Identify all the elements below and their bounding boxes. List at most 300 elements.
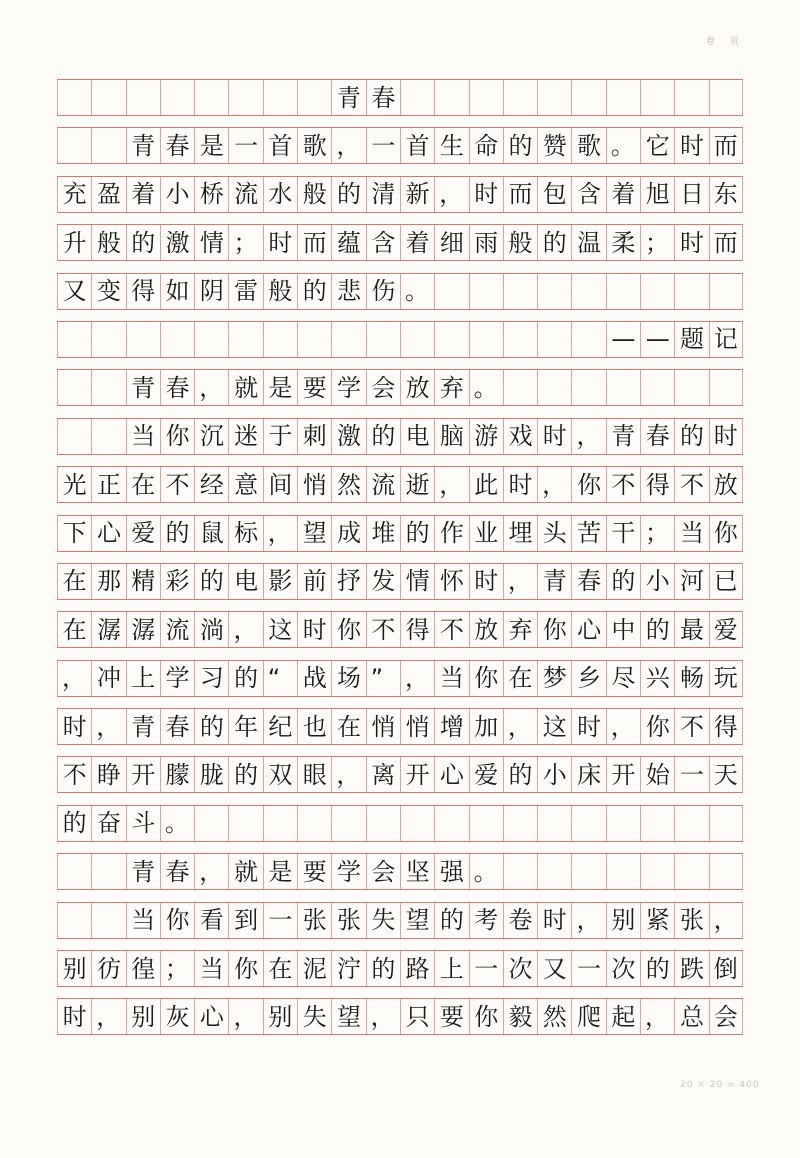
grid-cell: 记 (709, 322, 743, 357)
grid-cell (606, 370, 640, 405)
grid-cell: 开 (126, 757, 160, 792)
grid-cell: 你 (571, 467, 605, 502)
grid-cell: 心 (434, 757, 468, 792)
grid-cell (263, 806, 297, 841)
grid-cell: 在 (57, 612, 91, 647)
grid-cell: 兴 (640, 661, 674, 696)
grid-cell: 。 (160, 806, 194, 841)
grid-cell: 你 (469, 661, 503, 696)
grid-cell: 流 (228, 177, 262, 212)
grid-cell: 时 (537, 903, 571, 938)
grid-cell (194, 80, 228, 115)
grid-cell: — (606, 322, 640, 357)
grid-cell: 最 (674, 612, 708, 647)
grid-cell: 时 (57, 999, 91, 1034)
grid-cell: 灰 (160, 999, 194, 1034)
grid-cell: 在 (331, 709, 365, 744)
grid-cell: 时 (263, 225, 297, 260)
grid-cell: 影 (263, 564, 297, 599)
grid-cell: 阴 (194, 274, 228, 309)
grid-cell: 脑 (434, 419, 468, 454)
grid-cell: 的 (297, 274, 331, 309)
grid-cell: 的 (400, 516, 434, 551)
grid-cell: 一 (366, 128, 400, 163)
grid-cell (400, 322, 434, 357)
grid-cell (57, 419, 91, 454)
grid-cell: 春 (160, 128, 194, 163)
grid-cell: 玩 (709, 661, 743, 696)
grid-cell (606, 854, 640, 889)
grid-cell: ； (228, 225, 262, 260)
grid-cell: 伤 (366, 274, 400, 309)
grid-cell: 的 (57, 806, 91, 841)
grid-cell: 你 (228, 951, 262, 986)
grid-cell: 的 (228, 661, 262, 696)
grid-cell: 光 (57, 467, 91, 502)
grid-cell: 着 (606, 177, 640, 212)
grid-cell (674, 370, 708, 405)
grid-cell: 会 (366, 854, 400, 889)
grid-cell (228, 806, 262, 841)
grid-cell: 意 (228, 467, 262, 502)
grid-cell: 一 (674, 757, 708, 792)
grid-cell: 望 (331, 999, 365, 1034)
grid-cell: ， (537, 467, 571, 502)
grid-cell: 正 (91, 467, 125, 502)
grid-cell: 堆 (366, 516, 400, 551)
grid-cell: ， (606, 709, 640, 744)
grid-cell: 埋 (503, 516, 537, 551)
grid-cell (674, 274, 708, 309)
grid-cell: 纪 (263, 709, 297, 744)
grid-cell: 而 (297, 225, 331, 260)
grid-cell (434, 274, 468, 309)
grid-cell: 爱 (709, 612, 743, 647)
grid-cell: 要 (297, 370, 331, 405)
grid-cell: 而 (709, 128, 743, 163)
grid-cell: ， (331, 128, 365, 163)
grid-row (57, 853, 743, 890)
grid-cell: ； (640, 225, 674, 260)
grid-cell: 跌 (674, 951, 708, 986)
grid-cell: 次 (606, 951, 640, 986)
grid-cell: 游 (469, 419, 503, 454)
grid-cell: 青 (126, 709, 160, 744)
grid-cell: 坚 (400, 854, 434, 889)
grid-cell (469, 274, 503, 309)
grid-cell: ， (434, 177, 468, 212)
grid-cell: 你 (160, 903, 194, 938)
grid-cell: 斗 (126, 806, 160, 841)
grid-cell (571, 80, 605, 115)
grid-cell: 路 (400, 951, 434, 986)
grid-cell: 激 (160, 225, 194, 260)
grid-cell: 苦 (571, 516, 605, 551)
grid-cell (57, 80, 91, 115)
grid-cell: 标 (228, 516, 262, 551)
grid-cell: 一 (263, 903, 297, 938)
grid-cell: 不 (366, 612, 400, 647)
grid-cell: 升 (57, 225, 91, 260)
grid-row (57, 950, 743, 987)
grid-cell: 淌 (194, 612, 228, 647)
grid-cell: 青 (606, 419, 640, 454)
grid-cell: 爬 (571, 999, 605, 1034)
grid-cell: 不 (674, 467, 708, 502)
grid-cell: 强 (434, 854, 468, 889)
grid-cell: ， (57, 661, 91, 696)
grid-cell: 包 (537, 177, 571, 212)
grid-cell: 始 (640, 757, 674, 792)
grid-cell: 心 (194, 999, 228, 1034)
grid-cell (400, 80, 434, 115)
grid-cell: 这 (537, 709, 571, 744)
grid-cell: 而 (503, 177, 537, 212)
grid-cell: “ (263, 661, 297, 696)
grid-cell: 充 (57, 177, 91, 212)
grid-cell: ， (194, 854, 228, 889)
grid-row (57, 273, 743, 310)
grid-cell: ， (434, 467, 468, 502)
grid-cell: 情 (194, 225, 228, 260)
grid-cell: 而 (709, 225, 743, 260)
grid-cell: 就 (228, 854, 262, 889)
grid-cell: 起 (606, 999, 640, 1034)
grid-cell: 床 (571, 757, 605, 792)
grid-cell: 那 (91, 564, 125, 599)
grid-cell: 开 (400, 757, 434, 792)
grid-cell: 年 (228, 709, 262, 744)
grid-cell: 青 (537, 564, 571, 599)
grid-cell: 清 (366, 177, 400, 212)
grid-cell: 畅 (674, 661, 708, 696)
grid-cell: 头 (537, 516, 571, 551)
grid-cell: 经 (194, 467, 228, 502)
grid-cell: 鼠 (194, 516, 228, 551)
grid-cell (503, 274, 537, 309)
grid-cell: 的 (366, 419, 400, 454)
page-header-mark: 卷 页 (706, 37, 745, 47)
grid-cell (263, 322, 297, 357)
grid-row (57, 418, 743, 455)
grid-cell: 当 (194, 951, 228, 986)
grid-cell: 小 (640, 564, 674, 599)
grid-cell: 生 (434, 128, 468, 163)
grid-cell: 奋 (91, 806, 125, 841)
grid-cell: 中 (606, 612, 640, 647)
grid-cell: 张 (331, 903, 365, 938)
grid-cell: ， (503, 564, 537, 599)
grid-cell: 眼 (297, 757, 331, 792)
grid-cell: 电 (228, 564, 262, 599)
grid-cell (674, 80, 708, 115)
grid-cell: ， (503, 709, 537, 744)
grid-cell: 上 (434, 951, 468, 986)
grid-cell (606, 806, 640, 841)
grid-cell: 题 (674, 322, 708, 357)
grid-cell (709, 370, 743, 405)
grid-cell: 青 (126, 128, 160, 163)
grid-cell: 看 (194, 903, 228, 938)
grid-cell: 时 (57, 709, 91, 744)
grid-cell (640, 274, 674, 309)
grid-cell: 潺 (126, 612, 160, 647)
grid-cell: 的 (640, 612, 674, 647)
grid-cell: 泥 (297, 951, 331, 986)
grid-cell: 怀 (434, 564, 468, 599)
grid-cell: ； (160, 951, 194, 986)
grid-cell: 发 (366, 564, 400, 599)
grid-cell: 你 (160, 419, 194, 454)
grid-cell: 紧 (640, 903, 674, 938)
grid-cell: 着 (400, 225, 434, 260)
grid-cell: ” (366, 661, 400, 696)
grid-cell (537, 322, 571, 357)
grid-cell (606, 274, 640, 309)
grid-cell (91, 80, 125, 115)
grid-cell (709, 274, 743, 309)
grid-cell: 时 (503, 467, 537, 502)
grid-cell: ， (194, 370, 228, 405)
grid-cell: 张 (674, 903, 708, 938)
grid-cell (57, 854, 91, 889)
grid-cell: 不 (434, 612, 468, 647)
grid-row (57, 756, 743, 793)
grid-cell (91, 903, 125, 938)
grid-cell: 情 (400, 564, 434, 599)
grid-cell: 春 (160, 854, 194, 889)
grid-cell: 弃 (503, 612, 537, 647)
grid-cell: 东 (709, 177, 743, 212)
grid-cell (640, 370, 674, 405)
grid-row (57, 515, 743, 552)
grid-cell (366, 806, 400, 841)
grid-row (57, 79, 743, 116)
grid-cell: ， (709, 903, 743, 938)
grid-row (57, 321, 743, 358)
grid-cell: 爱 (126, 516, 160, 551)
grid-cell: 蕴 (331, 225, 365, 260)
grid-cell: 雨 (469, 225, 503, 260)
grid-cell: 睁 (91, 757, 125, 792)
grid-cell: 迷 (228, 419, 262, 454)
grid-cell: 得 (400, 612, 434, 647)
grid-cell: ， (571, 419, 605, 454)
grid-cell: 水 (263, 177, 297, 212)
grid-cell: 时 (469, 177, 503, 212)
grid-cell (537, 854, 571, 889)
grid-cell: 学 (331, 370, 365, 405)
grid-cell: 一 (228, 128, 262, 163)
grid-cell: 时 (537, 419, 571, 454)
grid-row (57, 127, 743, 164)
grid-cell: 的 (126, 225, 160, 260)
grid-cell: ， (571, 903, 605, 938)
grid-cell: 望 (400, 903, 434, 938)
grid-cell (571, 854, 605, 889)
grid-cell (571, 274, 605, 309)
grid-cell: 泞 (331, 951, 365, 986)
grid-cell: 天 (709, 757, 743, 792)
grid-cell (674, 806, 708, 841)
grid-cell (228, 322, 262, 357)
grid-cell: 春 (160, 709, 194, 744)
grid-cell: 梦 (537, 661, 571, 696)
grid-cell: 命 (469, 128, 503, 163)
grid-cell: 得 (709, 709, 743, 744)
grid-cell: 失 (297, 999, 331, 1034)
grid-cell: 加 (469, 709, 503, 744)
grid-cell (434, 322, 468, 357)
grid-cell: 河 (674, 564, 708, 599)
grid-row (57, 998, 743, 1035)
grid-cell: 的 (194, 709, 228, 744)
grid-cell: 春 (571, 564, 605, 599)
grid-cell: 心 (571, 612, 605, 647)
grid-cell: 业 (469, 516, 503, 551)
grid-cell (434, 806, 468, 841)
grid-row (57, 611, 743, 648)
grid-cell: 望 (297, 516, 331, 551)
grid-cell: 于 (263, 419, 297, 454)
grid-cell: 电 (400, 419, 434, 454)
grid-cell: 当 (674, 516, 708, 551)
grid-cell: 变 (91, 274, 125, 309)
grid-cell: 不 (674, 709, 708, 744)
grid-cell: 含 (366, 225, 400, 260)
grid-cell: 。 (469, 854, 503, 889)
grid-cell: 学 (160, 661, 194, 696)
grid-cell: 如 (160, 274, 194, 309)
grid-cell: 般 (297, 177, 331, 212)
grid-cell: 也 (297, 709, 331, 744)
grid-cell (571, 806, 605, 841)
grid-cell: 流 (366, 467, 400, 502)
grid-cell: 倒 (709, 951, 743, 986)
grid-cell: 会 (366, 370, 400, 405)
grid-cell: 是 (263, 854, 297, 889)
grid-cell: 习 (194, 661, 228, 696)
grid-cell: 时 (571, 709, 605, 744)
grid-cell (228, 80, 262, 115)
grid-cell (709, 806, 743, 841)
grid-cell: ， (228, 612, 262, 647)
grid-cell: 毅 (503, 999, 537, 1034)
grid-cell: ， (400, 661, 434, 696)
grid-cell: 首 (400, 128, 434, 163)
grid-cell: 到 (228, 903, 262, 938)
grid-cell: 弃 (434, 370, 468, 405)
grid-cell (91, 322, 125, 357)
grid-cell: 首 (263, 128, 297, 163)
grid-cell: 徨 (126, 951, 160, 986)
grid-cell: 当 (126, 903, 160, 938)
grid-cell: 然 (331, 467, 365, 502)
grid-cell: 这 (263, 612, 297, 647)
grid-cell: 会 (709, 999, 743, 1034)
grid-cell: 胧 (194, 757, 228, 792)
grid-cell: 的 (194, 564, 228, 599)
grid-cell (537, 80, 571, 115)
grid-cell (366, 322, 400, 357)
grid-cell: 在 (503, 661, 537, 696)
grid-cell: 作 (434, 516, 468, 551)
grid-cell: 悄 (366, 709, 400, 744)
grid-cell: 新 (400, 177, 434, 212)
grid-cell: 要 (297, 854, 331, 889)
grid-cell (469, 322, 503, 357)
grid-cell: 然 (537, 999, 571, 1034)
grid-cell: 在 (57, 564, 91, 599)
grid-cell: 朦 (160, 757, 194, 792)
grid-cell: 小 (160, 177, 194, 212)
grid-cell: ， (91, 709, 125, 744)
grid-cell: 你 (640, 709, 674, 744)
grid-cell: 抒 (331, 564, 365, 599)
grid-cell: 的 (503, 128, 537, 163)
grid-cell: 得 (126, 274, 160, 309)
grid-cell (709, 854, 743, 889)
grid-cell: 潺 (91, 612, 125, 647)
grid-cell (91, 419, 125, 454)
grid-cell: 成 (331, 516, 365, 551)
grid-cell (331, 322, 365, 357)
grid-cell: 总 (674, 999, 708, 1034)
grid-cell (160, 322, 194, 357)
grid-cell: 别 (606, 903, 640, 938)
grid-cell (503, 806, 537, 841)
grid-cell (640, 80, 674, 115)
grid-cell: ， (640, 999, 674, 1034)
grid-cell: 的 (606, 564, 640, 599)
grid-cell: 悄 (400, 709, 434, 744)
grid-cell: 张 (297, 903, 331, 938)
grid-cell: 沉 (194, 419, 228, 454)
grid-cell: 青 (331, 80, 365, 115)
grid-cell: 是 (263, 370, 297, 405)
grid-row (57, 466, 743, 503)
grid-cell: 青 (126, 854, 160, 889)
grid-cell (57, 903, 91, 938)
grid-cell: 的 (331, 177, 365, 212)
grid-cell: 不 (606, 467, 640, 502)
grid-cell: ， (366, 999, 400, 1034)
grid-cell: 干 (606, 516, 640, 551)
grid-row (57, 708, 743, 745)
grid-cell: 尽 (606, 661, 640, 696)
grid-cell: 增 (434, 709, 468, 744)
grid-row (57, 660, 743, 697)
grid-row (57, 224, 743, 261)
grid-cell: 下 (57, 516, 91, 551)
grid-cell: 的 (160, 516, 194, 551)
grid-cell: 桥 (194, 177, 228, 212)
grid-cell: 双 (263, 757, 297, 792)
grid-cell (503, 854, 537, 889)
grid-cell: 时 (674, 225, 708, 260)
grid-cell: 时 (674, 128, 708, 163)
grid-cell: 就 (228, 370, 262, 405)
grid-cell: 一 (571, 951, 605, 986)
grid-cell: 刺 (297, 419, 331, 454)
grid-cell (194, 806, 228, 841)
grid-cell: 间 (263, 467, 297, 502)
grid-cell (537, 370, 571, 405)
grid-cell (91, 854, 125, 889)
grid-cell: ； (640, 516, 674, 551)
grid-cell: 。 (469, 370, 503, 405)
grid-row (57, 805, 743, 842)
